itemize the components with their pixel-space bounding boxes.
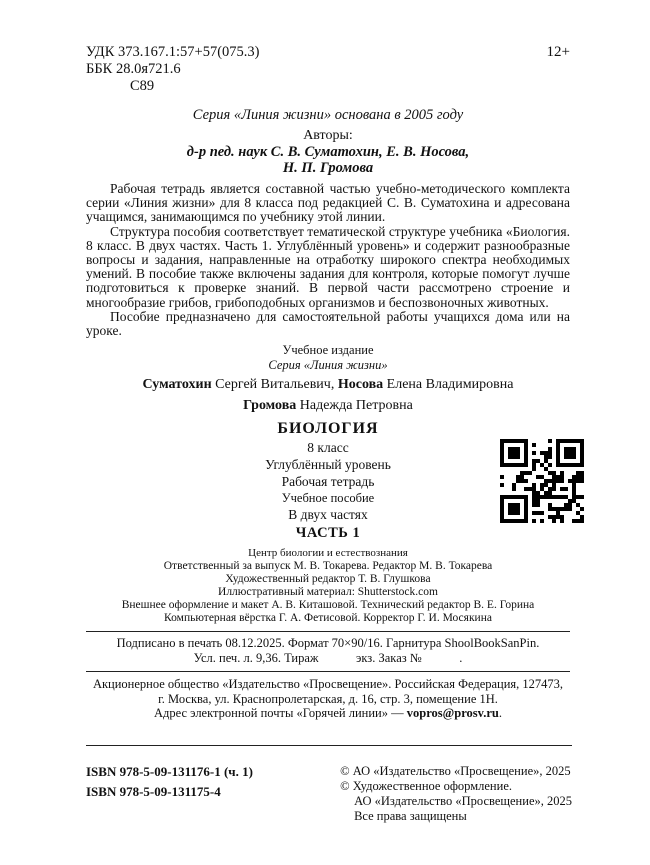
- credit-line-4: Внешнее оформление и макет А. В. Киташовой. Технический редактор В. Е. Горина: [121, 599, 535, 612]
- publisher-block: [86, 677, 570, 721]
- bbk-line: ББК 28.0я721.6: [86, 61, 181, 77]
- publisher-address-line-2: г. Москва, ул. Краснопролетарская, д. 16, стр. 3, помещение 1Н.: [158, 691, 498, 706]
- hotline-email-address: vopros@prosv.ru: [406, 706, 499, 721]
- credit-line-3: Иллюстративный материал: Shutterstock.com: [218, 586, 438, 599]
- part-heading: ЧАСТЬ 1: [295, 525, 361, 542]
- author-sign: С89: [130, 78, 155, 94]
- credit-line-5: Компьютерная вёрстка Г. А. Фетисовой. Корректор Г. И. Мосякина: [164, 612, 492, 625]
- print-info-rule-top: [86, 631, 570, 632]
- hotline-email-line: [86, 706, 570, 721]
- copyright-line-1: © АО «Издательство «Просвещение», 2025: [340, 764, 571, 778]
- author-1-surname: Суматохин: [142, 377, 212, 393]
- edition-authors-line-1: [86, 377, 570, 393]
- authors-names-line-2: Н. П. Громова: [282, 160, 374, 176]
- edition-series: Серия «Линия жизни»: [268, 358, 388, 373]
- classification-block: [86, 44, 570, 95]
- age-rating-badge: 12+: [546, 44, 570, 60]
- annotation-paragraph-2: Структура пособия соответствует тематической структуре учебника «Биология. 8 класс. В двух частях. Часть 1. Углублённый уровень» и содержит разнообразные вопросы и задания, направленные на отработку широкого спектра необходимых умений. В пособие также включены задания для контроля, которые помогут лучше подготовиться к проверке знаний. В первой части рассмотрено строение и многообразие грибов, грибоподобных организмов и беспозвоночных животных.: [86, 223, 570, 310]
- credit-line-1: Ответственный за выпуск М. В. Токарева. Редактор М. В. Токарева: [163, 560, 493, 573]
- author-1-given-names: Сергей Витальевич,: [211, 377, 338, 393]
- edition-authors-line-2: [86, 398, 570, 414]
- udk-line: УДК 373.167.1:57+57(075.3): [86, 44, 260, 60]
- footer-block: [86, 745, 572, 824]
- parts-line: В двух частях: [288, 507, 368, 523]
- qr-code: [498, 437, 586, 525]
- type-line: Учебное пособие: [281, 491, 375, 506]
- annotation-paragraph-3: Пособие предназначено для самостоятельной работы учащихся дома или на уроке.: [86, 308, 570, 339]
- edition-kind: Учебное издание: [282, 343, 374, 358]
- authors-heading: Авторы:: [303, 128, 353, 143]
- format-line: Рабочая тетрадь: [281, 474, 375, 490]
- copyright-line-4: Все права защищены: [354, 809, 467, 823]
- authors-names-line-1: д-р пед. наук С. В. Суматохин, Е. В. Носова,: [186, 144, 470, 160]
- annotation-paragraph-1: Рабочая тетрадь является составной частью учебно-методического комплекта серии «Линия жизни» для 8 класса под редакцией С. В. Суматохина и адресована учащимся, занимающимся по учебнику этой линии.: [86, 181, 570, 225]
- print-info-line-2: Усл. печ. л. 9,36. Тираж экз. Заказ № .: [193, 650, 463, 665]
- level-line: Углублённый уровень: [265, 457, 391, 473]
- footer-divider: [86, 745, 572, 746]
- print-info-rule-bottom: [86, 671, 570, 672]
- print-info-line-1: Подписано в печать 08.12.2025. Формат 70×90/16. Гарнитура ShoolBookSanPin.: [116, 636, 540, 651]
- credit-line-2: Художественный редактор Т. В. Глушкова: [225, 573, 431, 586]
- classification-codes: [86, 44, 259, 95]
- copyright-line-2: © Художественное оформление.: [340, 779, 512, 793]
- qr-code-icon: [498, 437, 586, 525]
- isbn-line-1: ISBN 978-5-09-131176-1 (ч. 1): [86, 764, 253, 779]
- copyright-line-3: АО «Издательство «Просвещение», 2025: [354, 794, 572, 808]
- isbn-line-2: ISBN 978-5-09-131175-4: [86, 784, 221, 799]
- author-3-given-names: Надежда Петровна: [296, 397, 413, 413]
- author-3-surname: Громова: [243, 397, 297, 413]
- hotline-email-prefix: Адрес электронной почты «Горячей линии» —: [154, 706, 407, 721]
- author-2-given-names: Елена Владимировна: [383, 377, 514, 393]
- publisher-address-line-1: Акционерное общество «Издательство «Просвещение». Российская Федерация, 127473,: [92, 677, 564, 692]
- hotline-email-suffix: .: [498, 706, 502, 721]
- grade-line: 8 класс: [307, 440, 349, 456]
- series-founded-note: Серия «Линия жизни» основана в 2005 году: [192, 107, 464, 123]
- isbn-block: [86, 764, 253, 804]
- department-line: Центр биологии и естествознания: [248, 547, 408, 560]
- annotation-block: [86, 182, 570, 338]
- copyright-block: [340, 764, 572, 824]
- author-2-surname: Носова: [337, 377, 384, 393]
- book-title: БИОЛОГИЯ: [277, 420, 379, 438]
